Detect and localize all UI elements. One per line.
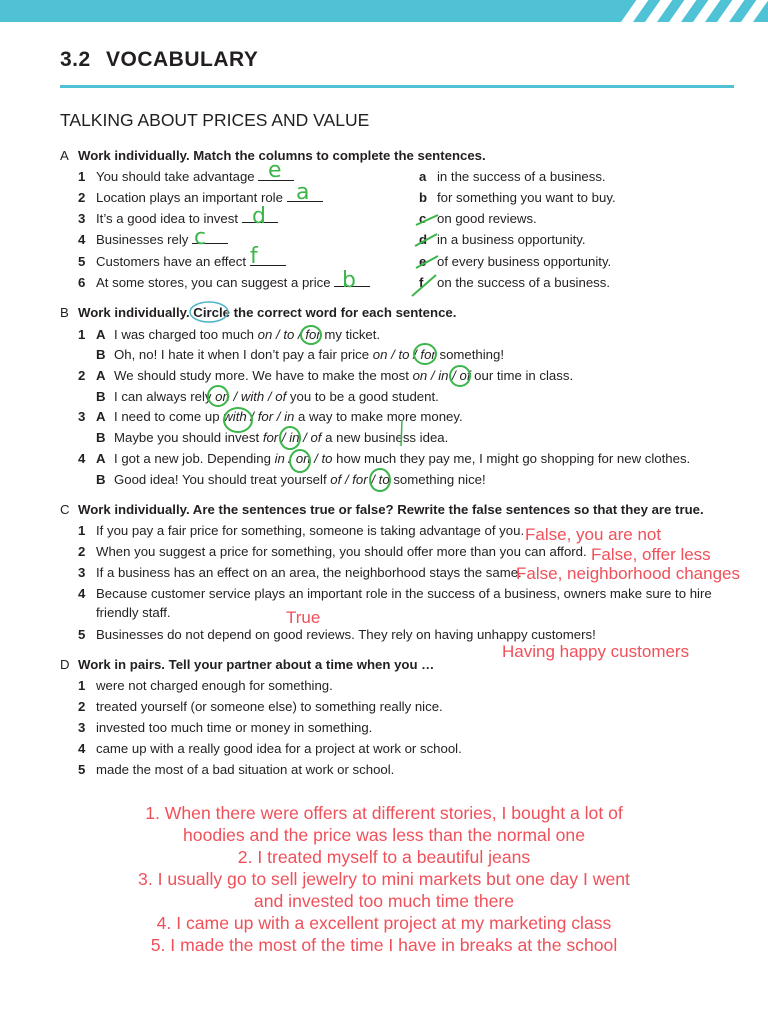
answer-line: 5. I made the most of the time I have in breaks at the school <box>150 935 618 955</box>
d-prompt: treated yourself (or someone else) to something really nice. <box>96 699 443 714</box>
item-sub-letter: A <box>96 327 106 342</box>
a-left-item: You should take advantage <box>96 169 294 185</box>
item-number: 1 <box>78 678 86 693</box>
c-statement: When you suggest a price for something, you should offer more than you can afford. <box>96 544 587 559</box>
green-circle-mark <box>370 469 390 491</box>
green-circle-mark <box>290 450 310 472</box>
green-circle-mark <box>224 408 252 432</box>
b-sentence: I was charged too much on / to / for my ticket. <box>114 327 381 342</box>
item-letter: e <box>419 254 427 269</box>
item-sub-letter: A <box>96 409 106 424</box>
handwritten-answer: e <box>268 158 282 183</box>
instruction-a: Work individually. Match the columns to complete the sentences. <box>78 148 486 163</box>
item-number: 3 <box>78 720 86 735</box>
item-number: 3 <box>78 409 86 424</box>
green-circle-mark <box>450 366 470 386</box>
handwritten-note: False, offer less <box>591 545 711 564</box>
section-letter: B <box>60 305 69 320</box>
b-sentence: Oh, no! I hate it when I don’t pay a fair price on / to / for something! <box>114 347 505 362</box>
answer-line: and invested too much time there <box>253 891 515 911</box>
green-circle-mark <box>280 427 300 449</box>
item-number: 2 <box>78 699 86 714</box>
item-letter: d <box>419 232 428 247</box>
c-statement: Businesses do not depend on good reviews. They rely on having unhappy customers! <box>96 627 596 642</box>
circle-word: Circle <box>193 305 230 320</box>
a-left-item: At some stores, you can suggest a price <box>96 275 370 291</box>
green-circle-mark <box>301 326 321 344</box>
item-number: 1 <box>78 327 86 342</box>
cross-out-mark <box>416 215 438 225</box>
d-prompt: were not charged enough for something. <box>96 678 333 693</box>
item-sub-letter: B <box>96 347 106 362</box>
handwritten-note: False, you are not <box>525 525 662 544</box>
a-right-item: of every business opportunity. <box>437 254 612 269</box>
item-number: 5 <box>78 762 86 777</box>
b-sentence: Maybe you should invest for / in / of a new business idea. <box>114 430 449 445</box>
pen-stroke <box>401 420 402 446</box>
cross-out-mark <box>415 234 437 246</box>
item-letter: b <box>419 190 428 205</box>
item-number: 4 <box>78 451 86 466</box>
a-right-item: for something you want to buy. <box>437 190 616 205</box>
answer-line: 1. When there were offers at different stories, I bought a lot of <box>145 803 623 823</box>
b-sentence: We should study more. We have to make the most on / in / of our time in class. <box>114 368 574 383</box>
b-sentence: I got a new job. Depending in / on / to how much they pay me, I might go shopping for new clothes. <box>114 451 691 466</box>
b-sentence: Good idea! You should treat yourself of / for / to something nice! <box>114 472 486 487</box>
instruction-b: Work individually. Circle the correct word for each sentence. <box>78 305 457 320</box>
item-letter: c <box>419 211 427 226</box>
blue-circle-mark <box>190 302 228 322</box>
item-number: 4 <box>78 586 86 601</box>
section-letter: A <box>60 148 69 163</box>
section-letter: D <box>60 657 70 672</box>
handwritten-answer: b <box>342 268 356 293</box>
item-number: 2 <box>78 190 86 205</box>
cross-out-mark <box>412 275 436 296</box>
handwritten-answer: d <box>252 204 266 229</box>
handwritten-note: True <box>286 608 321 627</box>
answer-line: 3. I usually go to sell jewelry to mini markets but one day I went <box>138 869 630 889</box>
a-right-item: in the success of a business. <box>437 169 606 184</box>
handwritten-answer: a <box>296 180 310 205</box>
item-number: 2 <box>78 368 86 383</box>
item-number: 5 <box>78 254 86 269</box>
a-right-item: in a business opportunity. <box>437 232 586 247</box>
item-sub-letter: B <box>96 472 106 487</box>
c-statement: If you pay a fair price for something, someone is taking advantage of you. <box>96 523 525 538</box>
item-number: 5 <box>78 627 86 642</box>
item-letter: f <box>419 275 424 290</box>
item-number: 4 <box>78 232 86 247</box>
answer-line: hoodies and the price was less than the normal one <box>183 825 585 845</box>
green-circle-mark <box>208 386 228 406</box>
section-letter: C <box>60 502 70 517</box>
item-sub-letter: B <box>96 389 106 404</box>
instruction-c: Work individually. Are the sentences true or false? Rewrite the false sentences so that they are true. <box>78 502 704 517</box>
c-statement-cont: friendly staff. <box>96 605 171 620</box>
instruction-d: Work in pairs. Tell your partner about a time when you … <box>78 657 435 672</box>
handwritten-answer: c <box>194 225 207 250</box>
item-number: 3 <box>78 565 86 580</box>
green-circle-mark <box>414 344 436 364</box>
item-number: 3 <box>78 211 86 226</box>
handwritten-note: False, neighborhood changes <box>516 564 740 583</box>
d-prompt: made the most of a bad situation at work or school. <box>96 762 395 777</box>
handwritten-answer: f <box>250 244 258 269</box>
b-sentence: I need to come up with / for / in a way to make more money. <box>114 409 463 424</box>
item-sub-letter: B <box>96 430 106 445</box>
a-left-item: Businesses rely <box>96 232 228 248</box>
item-number: 1 <box>78 169 86 184</box>
item-sub-letter: A <box>96 368 106 383</box>
item-number: 4 <box>78 741 86 756</box>
section-title: VOCABULARY <box>106 48 259 71</box>
item-letter: a <box>419 169 427 184</box>
c-statement: Because customer service plays an important role in the success of a business, owners make sure to hire <box>96 586 712 601</box>
a-left-item: Customers have an effect <box>96 254 286 270</box>
answer-line: 4. I came up with a excellent project at my marketing class <box>156 913 612 933</box>
a-left-item: It’s a good idea to invest <box>96 211 278 227</box>
handwritten-note: Having happy customers <box>502 642 690 661</box>
item-number: 2 <box>78 544 86 559</box>
d-prompt: invested too much time or money in something. <box>96 720 373 735</box>
b-sentence: I can always rely on / with / of you to be a good student. <box>114 389 439 404</box>
item-number: 6 <box>78 275 86 290</box>
a-left-item: Location plays an important role <box>96 190 323 206</box>
item-number: 1 <box>78 523 86 538</box>
a-right-item: on the success of a business. <box>437 275 611 290</box>
c-statement: If a business has an effect on an area, the neighborhood stays the same. <box>96 565 522 580</box>
answer-line: 2. I treated myself to a beautiful jeans <box>237 847 531 867</box>
cross-out-mark <box>416 256 438 268</box>
item-sub-letter: A <box>96 451 106 466</box>
d-prompt: came up with a really good idea for a project at work or school. <box>96 741 462 756</box>
section-number: 3.2 <box>60 48 91 71</box>
a-right-item: on good reviews. <box>437 211 537 226</box>
page-subtitle: TALKING ABOUT PRICES AND VALUE <box>60 110 370 130</box>
